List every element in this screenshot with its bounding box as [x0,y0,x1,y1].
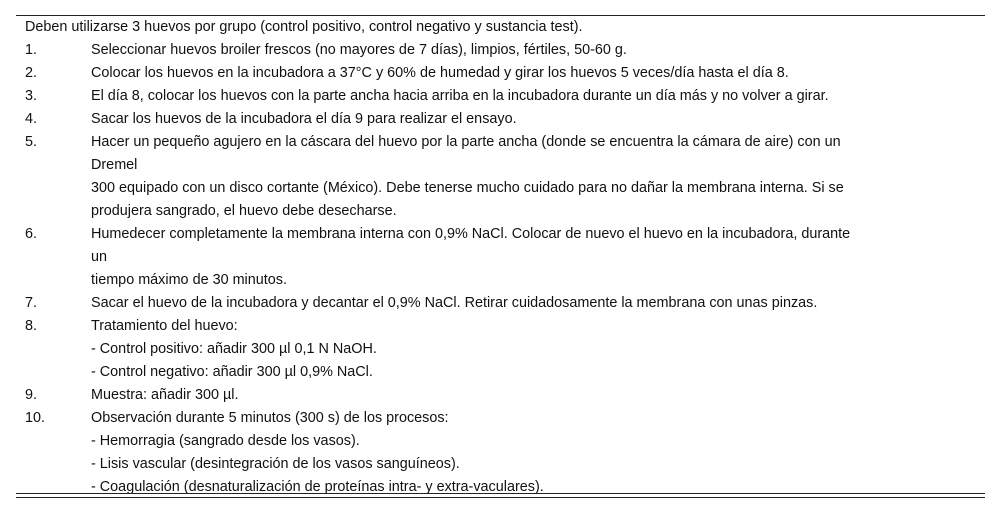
step-text: 300 equipado con un disco cortante (México). Debe tenerse mucho cuidado para no dañar la membrana interna. Si se [91,180,844,196]
step-text: tiempo máximo de 30 minutos. [91,272,287,288]
table-bottom-rule-2 [16,497,985,498]
step-text: Observación durante 5 minutos (300 s) de los procesos: [91,410,449,426]
step-number: 5. [25,134,38,150]
step-text: un [91,249,108,265]
step-number: 7. [25,295,38,311]
step-text: El día 8, colocar los huevos con la parte ancha hacia arriba en la incubadora durante un día más y no volver a girar. [91,88,829,104]
step-text: - Control positivo: añadir 300 µl 0,1 N NaOH. [91,341,377,357]
intro-text: Deben utilizarse 3 huevos por grupo (control positivo, control negativo y sustancia test). [25,19,583,35]
step-text: Sacar el huevo de la incubadora y decantar el 0,9% NaCl. Retirar cuidadosamente la membrana con unas pinzas. [91,295,818,311]
step-text: Muestra: añadir 300 µl. [91,387,239,403]
step-text: Humedecer completamente la membrana interna con 0,9% NaCl. Colocar de nuevo el huevo en la incubadora, durante [91,226,851,242]
step-text: Tratamiento del huevo: [91,318,238,334]
step-text: - Coagulación (desnaturalización de proteínas intra- y extra-vaculares). [91,479,544,495]
step-number: 10. [25,410,46,426]
step-number: 1. [25,42,38,58]
step-text: Hacer un pequeño agujero en la cáscara del huevo por la parte ancha (donde se encuentra la cámara de aire) con un [91,134,841,150]
step-number: 2. [25,65,38,81]
step-number: 8. [25,318,38,334]
step-text: - Control negativo: añadir 300 µl 0,9% NaCl. [91,364,373,380]
step-text: Seleccionar huevos broiler frescos (no mayores de 7 días), limpios, fértiles, 50-60 g. [91,42,627,58]
step-number: 4. [25,111,38,127]
step-text: Sacar los huevos de la incubadora el día 9 para realizar el ensayo. [91,111,517,127]
step-text: - Lisis vascular (desintegración de los vasos sanguíneos). [91,456,460,472]
step-number: 6. [25,226,38,242]
step-text: produjera sangrado, el huevo debe desecharse. [91,203,397,219]
step-text: Colocar los huevos en la incubadora a 37°C y 60% de humedad y girar los huevos 5 veces/día hasta el día 8. [91,65,789,81]
step-text: - Hemorragia (sangrado desde los vasos). [91,433,360,449]
step-text: Dremel [91,157,138,173]
table-bottom-rule-1 [16,493,985,494]
step-number: 9. [25,387,38,403]
step-number: 3. [25,88,38,104]
